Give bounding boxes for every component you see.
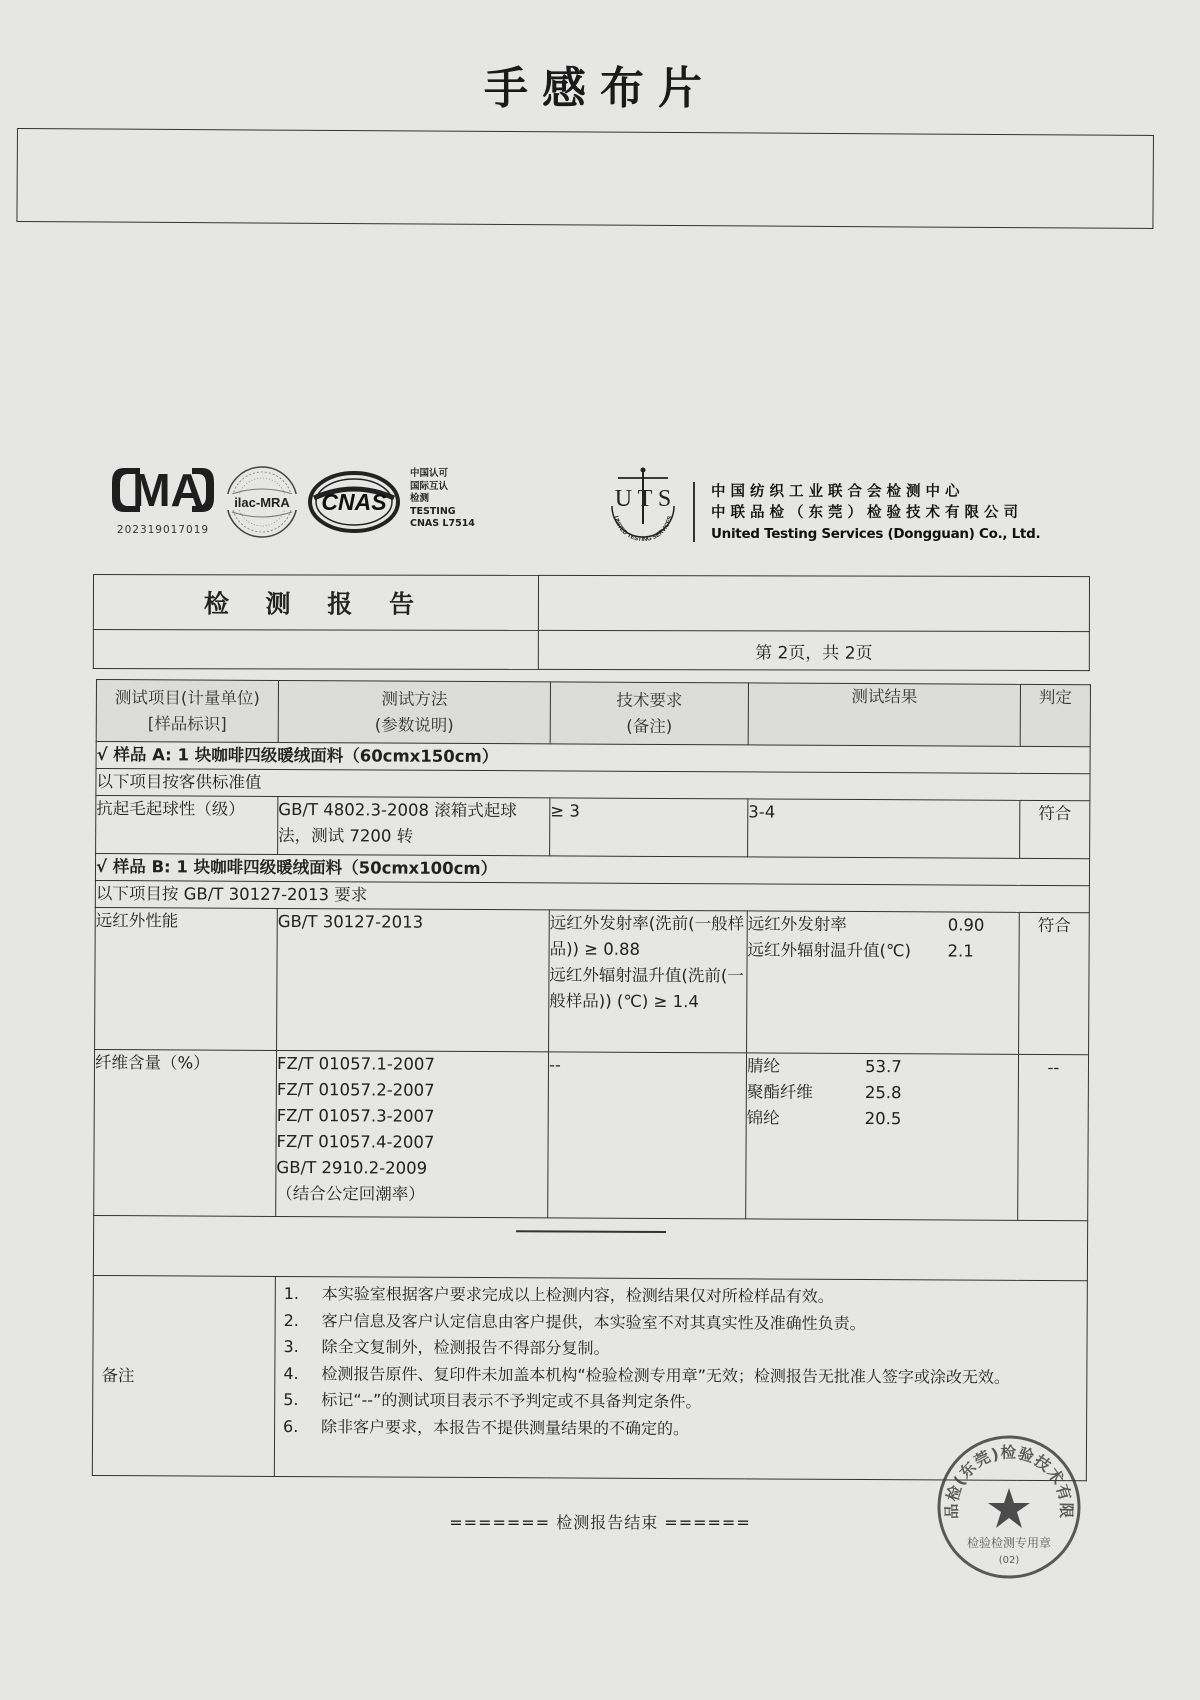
separator-line — [516, 1230, 666, 1232]
list-item: 3. 除全文复制外，检测报告不得部分复制。 — [283, 1336, 610, 1358]
ilac-mra-icon — [222, 464, 302, 540]
report-end: ======= 检测报告结束 ====== — [449, 1513, 751, 1532]
report-title: 检 测 报 告 — [93, 575, 538, 631]
fiber-result: 腈纶 53.7 聚酯纤维 25.8 锦纶 20.5 — [746, 1053, 1019, 1220]
svg-text:中联品检(东莞)检验技术有限公司: 品检(东莞)检验技术有限 — [942, 1443, 1076, 1520]
far-infrared-judgement: 符合 — [1019, 912, 1090, 1054]
report-header-table — [93, 574, 1090, 671]
header-requirement: 技术要求 (备注) — [550, 682, 748, 745]
table-row — [96, 796, 1090, 859]
uts-logo — [604, 462, 682, 546]
fiber-judgement: -- — [1018, 1054, 1089, 1220]
pilling-judgement: 符合 — [1020, 800, 1090, 858]
cnas-logo — [308, 470, 400, 540]
logo-header — [108, 462, 1108, 542]
sample-a-title: √ 样品 A: 1 块咖啡四级暖绒面料（60cmx150cm） — [96, 742, 1090, 774]
separator-row — [93, 1215, 1087, 1280]
pilling-result: 3-4 — [748, 799, 1020, 858]
uts-icon — [604, 462, 682, 542]
table-row — [95, 907, 1090, 1054]
cma-icon — [108, 462, 218, 520]
test-results-table — [92, 679, 1091, 1481]
list-item: 6. 除非客户要求，本报告不提供测量结果的不确定的。 — [283, 1416, 690, 1438]
list-item: 1. 本实验室根据客户要求完成以上检测内容，检测结果仅对所检样品有效。 — [283, 1283, 834, 1306]
report-blank-cell — [93, 630, 538, 670]
far-infrared-method: GB/T 30127-2013 — [277, 908, 550, 1051]
fiber-methods: FZ/T 01057.1-2007 FZ/T 01057.2-2007 FZ/T 01057.3-2007 FZ/T 01057.4-2007 GB/T 2910.2-2009 （结合公定回潮率） — [276, 1050, 549, 1217]
far-infrared-requirement: 远红外发射率(洗前(一般样品)) ≥ 0.88 远红外辐射温升值(洗前(一般样品)) (℃) ≥ 1.4 — [549, 910, 748, 1053]
svg-text:CNAS: CNAS — [321, 489, 387, 515]
cnas-accreditation-text: 中国认可 国际互认 检测 TESTING CNAS L7514 — [410, 468, 475, 529]
header-judgement: 判定 — [1020, 684, 1090, 746]
cma-number: 202319017019 — [116, 524, 210, 536]
svg-text:(02): (02) — [998, 1555, 1020, 1566]
list-item: 2. 客户信息及客户认定信息由客户提供，本实验室不对其真实性及准确性负责。 — [283, 1310, 866, 1333]
fabric-sample-box — [16, 128, 1154, 229]
logo-divider — [693, 482, 695, 542]
svg-text:检验检测专用章: 检验检测专用章 — [966, 1536, 1052, 1550]
fiber-requirement: -- — [548, 1052, 747, 1219]
far-infrared-item: 远红外性能 — [95, 907, 278, 1050]
remarks-label: 备注 — [92, 1275, 275, 1476]
list-item: 5. 标记“--”的测试项目表示不予判定或不具备判定条件。 — [283, 1389, 702, 1412]
fiber-item: 纤维含量（%） — [94, 1049, 277, 1216]
cnas-icon — [308, 470, 400, 536]
page-info: 第 2页，共 2页 — [538, 630, 1089, 670]
sample-b-basis: 以下项目按 GB/T 30127-2013 要求 — [95, 880, 1089, 912]
svg-text:U T S: U T S — [614, 486, 672, 512]
page-title: 手感布片 — [484, 63, 716, 114]
table-row — [94, 1049, 1089, 1220]
report-number-cell — [538, 575, 1089, 631]
list-item: 4. 检测报告原件、复印件未加盖本机构“检验检测专用章”无效；检测报告无批准人签字或涂改无效。 — [283, 1363, 1011, 1387]
header-method: 测试方法 (参数说明) — [278, 680, 550, 743]
company-name: 中国纺织工业联合会检测中心 中联品检（东莞）检验技术有限公司 United Testing Services (Dongguan) Co., Ltd. — [711, 484, 1041, 542]
svg-text:MA: MA — [132, 464, 204, 516]
header-result: 测试结果 — [748, 683, 1020, 746]
sample-a-basis: 以下项目按客供标准值 — [96, 769, 1090, 801]
official-stamp — [934, 1432, 1084, 1586]
sample-b-title: √ 样品 B: 1 块咖啡四级暖绒面料（50cmx100cm） — [95, 854, 1089, 886]
seal-icon — [934, 1432, 1084, 1582]
header-item: 测试项目(计量单位) [样品标识] — [96, 680, 278, 743]
pilling-method: GB/T 4802.3-2008 滚箱式起球法，测试 7200 转 — [278, 796, 550, 855]
ilac-mra-logo — [222, 464, 302, 544]
cma-logo — [108, 462, 218, 536]
far-infrared-result: 远红外发射率 0.90 远红外辐射温升值(℃) 2.1 — [747, 911, 1020, 1054]
svg-text:ilac-MRA: ilac-MRA — [234, 495, 290, 510]
pilling-requirement: ≥ 3 — [550, 798, 748, 857]
pilling-item: 抗起毛起球性（级） — [96, 796, 278, 855]
svg-text:UNITED TESTING SERVICES: UNITED TESTING SERVICES — [612, 515, 674, 542]
